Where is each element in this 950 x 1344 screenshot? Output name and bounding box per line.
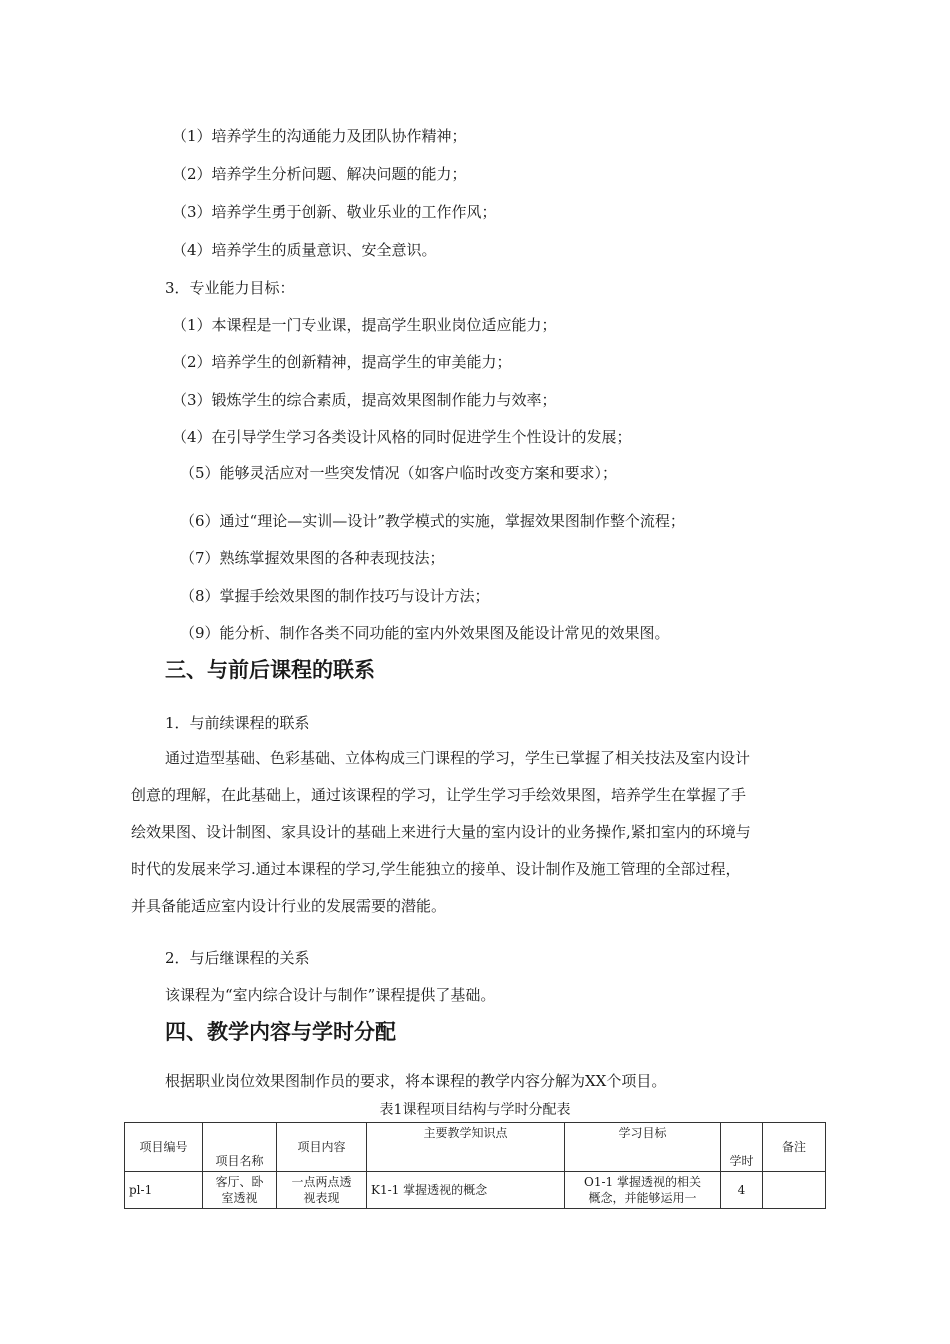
header-project-name: 项目名称 bbox=[203, 1123, 277, 1172]
section3-para1-line2: 创意的理解，在此基础上，通过该课程的学习，让学生学习手绘效果图，培养学生在掌握了手 bbox=[131, 786, 747, 804]
section4-intro: 根据职业岗位效果图制作员的要求，将本课程的教学内容分解为XX个项目。 bbox=[165, 1072, 667, 1090]
table-row bbox=[125, 1172, 826, 1209]
quality-goal-1: （1）培养学生的沟通能力及团队协作精神； bbox=[172, 127, 467, 145]
quality-goal-4: （4）培养学生的质量意识、安全意识。 bbox=[172, 241, 437, 259]
professional-goal-3: （3）锻炼学生的综合素质，提高效果图制作能力与效率； bbox=[172, 391, 557, 409]
header-project-content: 项目内容 bbox=[277, 1123, 367, 1172]
cell-project-id: pl-1 bbox=[125, 1172, 203, 1209]
professional-goal-6: （6）通过“理论—实训—设计”教学模式的实施，掌握效果图制作整个流程； bbox=[180, 512, 685, 530]
cell-project-name bbox=[203, 1172, 277, 1209]
cell-project-content-line1: 一点两点透 bbox=[291, 1175, 352, 1189]
table-header-row bbox=[125, 1123, 826, 1172]
section3-heading: 三、与前后课程的联系 bbox=[165, 658, 375, 682]
project-structure-table bbox=[124, 1122, 826, 1209]
section3-subheading-1: 1．与前续课程的联系 bbox=[165, 714, 310, 732]
professional-heading: 3．专业能力目标： bbox=[165, 279, 295, 297]
table-caption: 表1课程项目结构与学时分配表 bbox=[379, 1102, 571, 1118]
header-project-id: 项目编号 bbox=[125, 1123, 203, 1172]
cell-project-name-line1: 客厅、卧 bbox=[215, 1175, 264, 1189]
section3-para1-line1: 通过造型基础、色彩基础、立体构成三门课程的学习，学生已掌握了相关技法及室内设计 bbox=[165, 749, 751, 767]
quality-goal-3: （3）培养学生勇于创新、敬业乐业的工作作风； bbox=[172, 203, 497, 221]
section3-subheading-2: 2．与后继课程的关系 bbox=[165, 949, 310, 967]
professional-goal-9: （9）能分析、制作各类不同功能的室内外效果图及能设计常见的效果图。 bbox=[180, 624, 670, 642]
quality-goal-2: （2）培养学生分析问题、解决问题的能力； bbox=[172, 165, 467, 183]
professional-goal-7: （7）熟练掌握效果图的各种表现技法； bbox=[180, 549, 445, 567]
cell-project-content bbox=[277, 1172, 367, 1209]
professional-goal-5: （5）能够灵活应对一些突发情况（如客户临时改变方案和要求）； bbox=[180, 464, 618, 482]
professional-goal-8: （8）掌握手绘效果图的制作技巧与设计方法； bbox=[180, 587, 490, 605]
cell-project-name-line2: 室透视 bbox=[221, 1191, 258, 1205]
cell-project-content-line2: 视表现 bbox=[303, 1191, 340, 1205]
cell-learning-goal-line1: O1-1 掌握透视的相关 bbox=[584, 1175, 701, 1189]
header-hours: 学时 bbox=[721, 1123, 763, 1172]
cell-learning-goal bbox=[565, 1172, 721, 1209]
cell-learning-goal-line2: 概念，并能够运用一 bbox=[588, 1191, 697, 1205]
professional-goal-2: （2）培养学生的创新精神，提高学生的审美能力； bbox=[172, 353, 512, 371]
professional-goal-1: （1）本课程是一门专业课，提高学生职业岗位适应能力； bbox=[172, 316, 557, 334]
section4-heading: 四、教学内容与学时分配 bbox=[165, 1020, 396, 1044]
cell-hours: 4 bbox=[721, 1172, 763, 1209]
section3-para1-line5: 并具备能适应室内设计行业的发展需要的潜能。 bbox=[131, 897, 447, 915]
header-notes: 备注 bbox=[763, 1123, 826, 1172]
section3-para2: 该课程为“室内综合设计与制作”课程提供了基础。 bbox=[165, 986, 496, 1004]
professional-goal-4: （4）在引导学生学习各类设计风格的同时促进学生个性设计的发展； bbox=[172, 428, 632, 446]
cell-knowledge-point: K1-1 掌握透视的概念 bbox=[367, 1172, 565, 1209]
cell-notes bbox=[763, 1172, 826, 1209]
header-learning-goals: 学习目标 bbox=[565, 1123, 721, 1172]
header-knowledge-points: 主要教学知识点 bbox=[367, 1123, 565, 1172]
section3-para1-line4: 时代的发展来学习.通过本课程的学习,学生能独立的接单、设计制作及施工管理的全部过程， bbox=[131, 860, 741, 878]
section3-para1-line3: 绘效果图、设计制图、家具设计的基础上来进行大量的室内设计的业务操作,紧扣室内的环境与 bbox=[131, 823, 751, 841]
